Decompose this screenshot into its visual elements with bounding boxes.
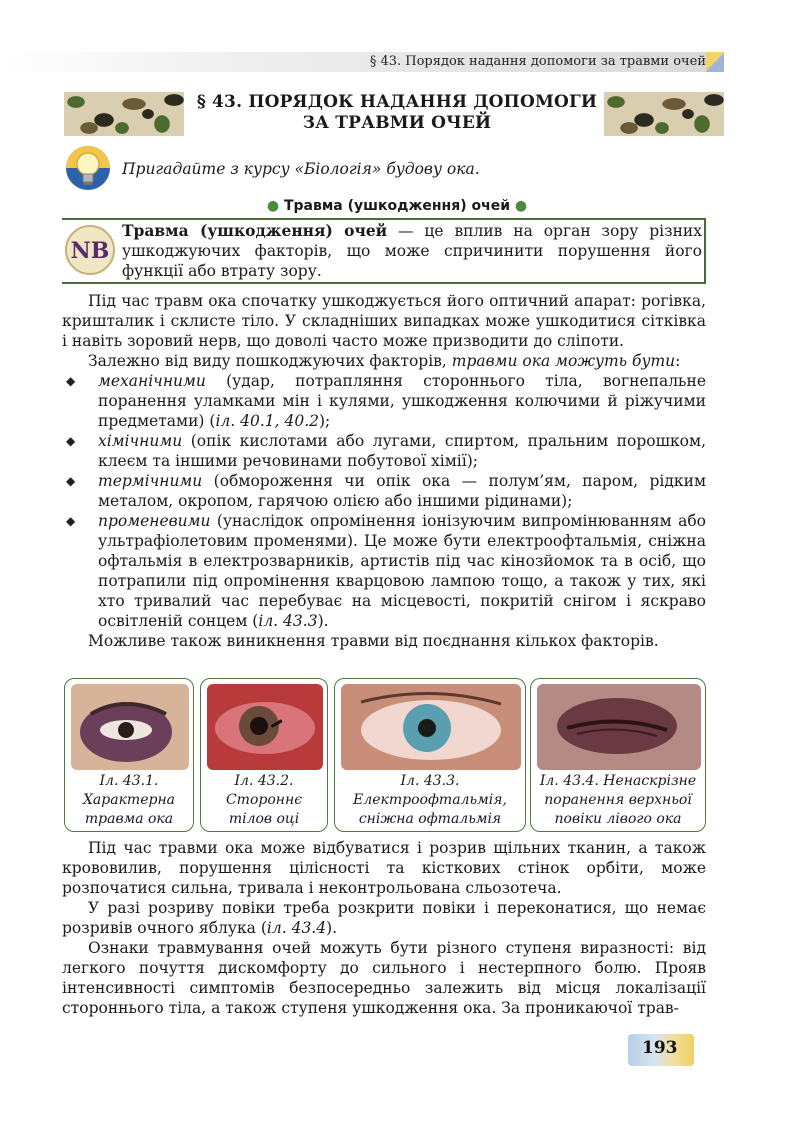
bullet-dot-icon: ● [514,198,528,214]
diamond-bullet-icon: ◆ [66,474,76,488]
nb-badge-label: NB [70,238,110,264]
reminder-text: Пригадайте з курсу «Біологія» будову ока. [122,160,480,178]
running-header-title: § 43. Порядок надання допомоги за травми очей [369,54,706,69]
main-text-lower [62,838,706,1018]
figure-43-1 [64,678,194,832]
paragraph-1: Під час травм ока спочатку ушкоджується його оптичний апарат: рогівка, кришталик і склисте тіло. У складніших випадках може ушкодитися сітківка і навіть зоровий нерв, що доволі часто може призводити до сліпоти. [62,292,706,350]
definition-body: — це вплив на орган зору різних ушкоджуючих факторів, що може спричинити порушення його функції або втрату зору. [122,222,702,280]
nb-badge-icon [62,220,118,280]
definition-term: Травма (ушкодження) очей [122,221,388,240]
lightbulb-icon [63,146,113,194]
eyelid-wound-photo [537,684,701,770]
paragraph-5: У разі розриву повіки треба розкрити повіки і переконатися, що немає розривів очного яблука (іл. 43.4). [62,899,706,937]
figure-caption: Іл. 43.3. Електроофтальмія, снiжна офтальмія [353,773,507,827]
section-heading-text: Травма (ушкодження) очей [283,198,511,214]
list-item: ◆ хімічними (опік кислотами або лугами, спиртом, пральним порошком, клеєм та іншими речовинами побутової хімії); [66,432,706,470]
header-corner-decoration [706,52,724,72]
diamond-bullet-icon: ◆ [66,514,76,528]
page-number: 193 [642,1038,678,1058]
eye-injury-photo [71,684,189,770]
diamond-bullet-icon: ◆ [66,434,76,448]
page-title [190,92,604,134]
bullet-dot-icon: ● [266,198,280,214]
list-item: ◆ променевими (унаслідок опромінення іонізуючим випромінюванням або ультрафіолетовим променями). Це може бути електроофтальмія, снiжна офтальмія в електрозварників, артистів під час кінозйомок та в осіб, що потрапили під опромінення кварцовою лампою тощо, а також у тих, які хто тривалий час перебуває на місцевості, покритій снігом і яскраво освітленій сонцем (іл. 43.3). [66,512,706,630]
paragraph-4: Під час травми ока може відбуватися і розрив щільних тканин, а також крововилив, порушення цілісності та кісткових стінок орбіти, може розпочатися сильна, тривала і неконтрольована сльозотеча. [62,839,706,897]
figure-caption: Іл. 43.1. Характерна травма ока [82,773,176,827]
eye-foreign-body-photo [207,684,323,770]
figure-43-4 [530,678,706,832]
electroophthalmia-photo [341,684,521,770]
paragraph-2: Залежно від виду пошкоджуючих факторів, травми ока можуть бути: [88,352,681,370]
camouflage-decoration-right [604,92,724,136]
definition-text [122,221,702,281]
figure-caption: Іл. 43.4. Ненаскрізне поранення верхньої повіки лівого ока [539,773,697,827]
figure-43-3 [334,678,526,832]
page-title-line2: ЗА ТРАВМИ ОЧЕЙ [302,113,492,133]
section-heading [0,198,794,214]
figure-caption: Іл. 43.2. Стороннє тілов оці [225,773,303,827]
figure-43-2 [200,678,328,832]
list-item: ◆ термічними (обмороження чи опік ока — полум’ям, паром, рідким металом, окропом, гарячою олією або іншими рідинами); [66,472,706,510]
figures-row [64,678,706,832]
camouflage-decoration-left [64,92,184,136]
page-title-line1: § 43. ПОРЯДОК НАДАННЯ ДОПОМОГИ [196,92,598,112]
diamond-bullet-icon: ◆ [66,374,76,388]
main-text-upper [62,291,706,651]
injury-types-list [62,371,706,631]
paragraph-3: Можливе також виникнення травми від поєднання кількох факторів. [88,632,659,650]
list-item: ◆ механічними (удар, потрапляння стороннього тіла, вогнепальне поранення уламками мін і кулями, ушкодження колючими й ріжучими предметами) (іл. 40.1, 40.2); [66,372,706,430]
paragraph-6: Ознаки травмування очей можуть бути різного ступеня виразності: від легкого почуття дискомфорту до сильного і нестерпного болю. Прояв інтенсивності симптомів безпосередньо залежить від місця локалізації стороннього тіла, а також ступеня ушкодження ока. За проникаючої трав- [62,939,706,1017]
